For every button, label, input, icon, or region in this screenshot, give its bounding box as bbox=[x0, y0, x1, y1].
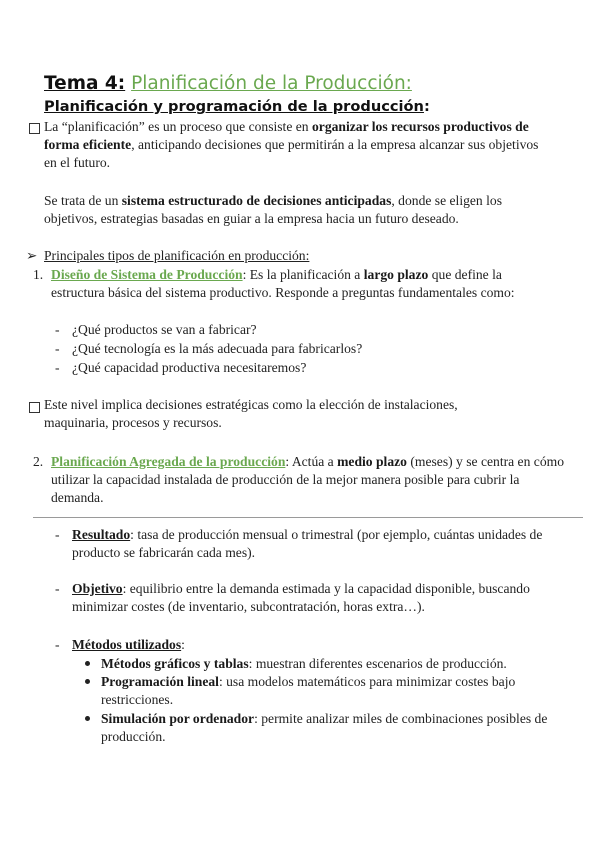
item-2-title[interactable]: Planificación Agregada de la producción bbox=[51, 454, 286, 469]
intro-p1-text-c: , anticipando decisiones que permitirán a la empresa alcanzar sus objetivos en el futuro. bbox=[44, 137, 539, 170]
intro-paragraph-2 bbox=[44, 192, 554, 228]
intro-p2-bold: sistema estructurado de decisiones anticipadas bbox=[121, 193, 392, 208]
metodo-item-text: : usa modelos matemáticos para minimizar costes bajo restricciones. bbox=[101, 674, 516, 707]
intro-p2-text-a: Se trata de un bbox=[44, 193, 122, 208]
intro-p1-bold: organizar los recursos productivos de forma eficiente bbox=[44, 119, 529, 152]
question-item: ¿Qué tecnología es la más adecuada para fabricarlos? bbox=[72, 341, 363, 356]
page-subtitle bbox=[44, 97, 430, 117]
checkbox-icon bbox=[29, 402, 40, 413]
intro-p1-text-a: La “planificación” es un proceso que consiste en bbox=[44, 119, 312, 134]
metodo-item-label: Programación lineal bbox=[101, 674, 219, 689]
subtitle-text: Planificación y programación de la producción bbox=[44, 98, 424, 115]
dash-bullet: - bbox=[55, 527, 60, 542]
bullet-dot-icon bbox=[85, 679, 90, 684]
metodos-heading bbox=[72, 636, 185, 654]
title-prefix: Tema 4: bbox=[44, 73, 126, 94]
metodo-item bbox=[101, 655, 581, 673]
page-title bbox=[44, 72, 412, 96]
horizontal-divider bbox=[33, 517, 583, 518]
item-1-title[interactable]: Diseño de Sistema de Producción bbox=[51, 267, 243, 282]
metodo-item-label: Simulación por ordenador bbox=[101, 711, 255, 726]
metodo-item bbox=[101, 710, 556, 746]
item-2-number: 2. bbox=[33, 454, 44, 469]
resultado-text: : tasa de producción mensual o trimestral (por ejemplo, cuántas unidades de producto se fabricarán cada mes). bbox=[72, 527, 543, 560]
objetivo-label: Objetivo bbox=[72, 581, 123, 596]
bullet-dot-icon bbox=[85, 716, 90, 721]
dash-bullet: - bbox=[55, 637, 60, 652]
arrow-bullet-icon: ➢ bbox=[26, 248, 38, 263]
objetivo-text: : equilibrio entre la demanda estimada y la capacidad disponible, buscando minimizar costes (de inventario, subcontratación, horas extra…). bbox=[72, 581, 530, 614]
resultado-paragraph bbox=[72, 526, 562, 562]
bullet-dot-icon bbox=[85, 661, 90, 666]
item-2-text-a: : Actúa a bbox=[285, 454, 338, 469]
item-1-text-a: : Es la planificación a bbox=[242, 267, 364, 282]
resultado-label: Resultado bbox=[72, 527, 131, 542]
title-main: Planificación de la Producción: bbox=[131, 73, 412, 94]
metodos-label: Métodos utilizados bbox=[72, 637, 182, 652]
metodo-item bbox=[101, 673, 556, 709]
item-1-text-c: que define la estructura básica del sistema productivo. Responde a preguntas fundamentales como: bbox=[51, 267, 515, 300]
item-1-bold: largo plazo bbox=[363, 267, 429, 282]
item-2-bold: medio plazo bbox=[337, 454, 407, 469]
checkbox-icon bbox=[29, 123, 40, 134]
metodo-item-label: Métodos gráficos y tablas bbox=[101, 656, 249, 671]
metodo-item-text: : muestran diferentes escenarios de producción. bbox=[248, 656, 507, 671]
item-2-text-c: (meses) y se centra en cómo utilizar la capacidad instalada de producción de la mejor manera posible para cubrir la demanda. bbox=[51, 454, 564, 505]
metodo-item-text: : permite analizar miles de combinaciones posibles de producción. bbox=[101, 711, 548, 744]
intro-p2-text-c: , donde se eligen los objetivos, estrategias basadas en guiar a la empresa hacia un futuro deseado. bbox=[44, 193, 502, 226]
subtitle-colon: : bbox=[423, 98, 430, 115]
dash-bullet: - bbox=[55, 341, 60, 356]
dash-bullet: - bbox=[55, 581, 60, 596]
item-1-number: 1. bbox=[33, 267, 44, 282]
question-item: ¿Qué productos se van a fabricar? bbox=[72, 322, 257, 337]
item-1-paragraph bbox=[51, 266, 555, 302]
types-heading-text: Principales tipos de planificación en producción: bbox=[44, 248, 310, 263]
objetivo-paragraph bbox=[72, 580, 562, 616]
note-paragraph: Este nivel implica decisiones estratégicas como la elección de instalaciones, maquinaria, procesos y recursos. bbox=[44, 397, 458, 430]
types-heading bbox=[44, 247, 309, 265]
item-2-paragraph bbox=[51, 453, 571, 507]
dash-bullet: - bbox=[55, 360, 60, 375]
question-item: ¿Qué capacidad productiva necesitaremos? bbox=[72, 360, 307, 375]
intro-paragraph-1 bbox=[44, 118, 554, 172]
dash-bullet: - bbox=[55, 322, 60, 337]
metodos-colon: : bbox=[181, 637, 185, 652]
